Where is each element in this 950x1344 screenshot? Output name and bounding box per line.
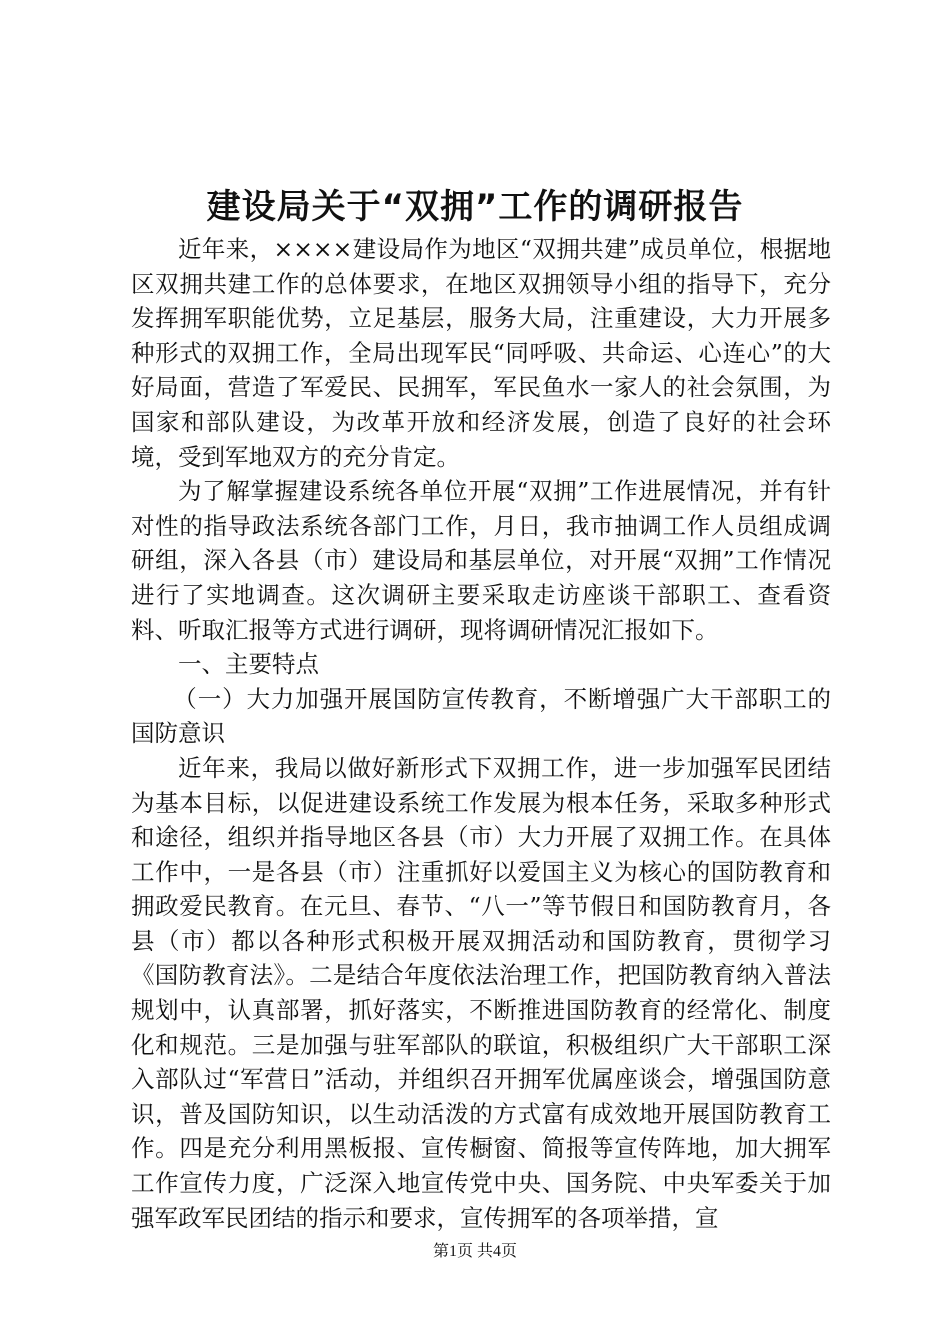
document-body — [131, 232, 831, 1235]
document-title: 建设局关于“双拥”工作的调研报告 — [206, 187, 744, 227]
paragraph-details: 近年来，我局以做好新形式下双拥工作，进一步加强军民团结为基本目标，以促进建设系统工作发展为根本任务，采取多种形式和途径，组织并指导地区各县（市）大力开展了双拥工作。在具体工作中，一是各县（市）注重抓好以爱国主义为核心的国防教育和拥政爱民教育。在元旦、春节、“八一”等节假日和国防教育月，各县（市）都以各种形式积极开展双拥活动和国防教育，贯彻学习《国防教育法》。二是结合年度依法治理工作，把国防教育纳入普法规划中，认真部署，抓好落实，不断推进国防教育的经常化、制度化和规范。三是加强与驻军部队的联谊，积极组织广大干部职工深入部队过“军营日”活动，并组织召开拥军优属座谈会，增强国防意识，普及国防知识，以生动活泼的方式富有成效地开展国防教育工作。四是充分利用黑板报、宣传橱窗、简报等宣传阵地，加大拥军工作宣传力度，广泛深入地宣传党中央、国务院、中央军委关于加强军政军民团结的指示和要求，宣传拥军的各项举措，宣 — [131, 753, 831, 1232]
paragraph-purpose: 为了解掌握建设系统各单位开展“双拥”工作进展情况，并有针对性的指导政法系统各部门工作，月日，我市抽调工作人员组成调研组，深入各县（市）建设局和基层单位，对开展“双拥”工作情况进行了实地调查。这次调研主要采取走访座谈干部职工、查看资料、听取汇报等方式进行调研，现将调研情况汇报如下。 — [131, 477, 831, 644]
subsection-heading: （一）大力加强开展国防宣传教育，不断增强广大干部职工的国防意识 — [131, 684, 831, 748]
page-number-footer: 第1页 共4页 — [432, 1243, 517, 1260]
section-heading: 一、主要特点 — [178, 650, 319, 679]
paragraph-intro: 近年来，××××建设局作为地区“双拥共建”成员单位，根据地区双拥共建工作的总体要求，在地区双拥领导小组的指导下，充分发挥拥军职能优势，立足基层，服务大局，注重建设，大力开展多种形式的双拥工作，全局出现军民“同呼吸、共命运、心连心”的大好局面，营造了军爱民、民拥军，军民鱼水一家人的社会氛围，为国家和部队建设，为改革开放和经济发展，创造了良好的社会环境，受到军地双方的充分肯定。 — [131, 235, 831, 471]
